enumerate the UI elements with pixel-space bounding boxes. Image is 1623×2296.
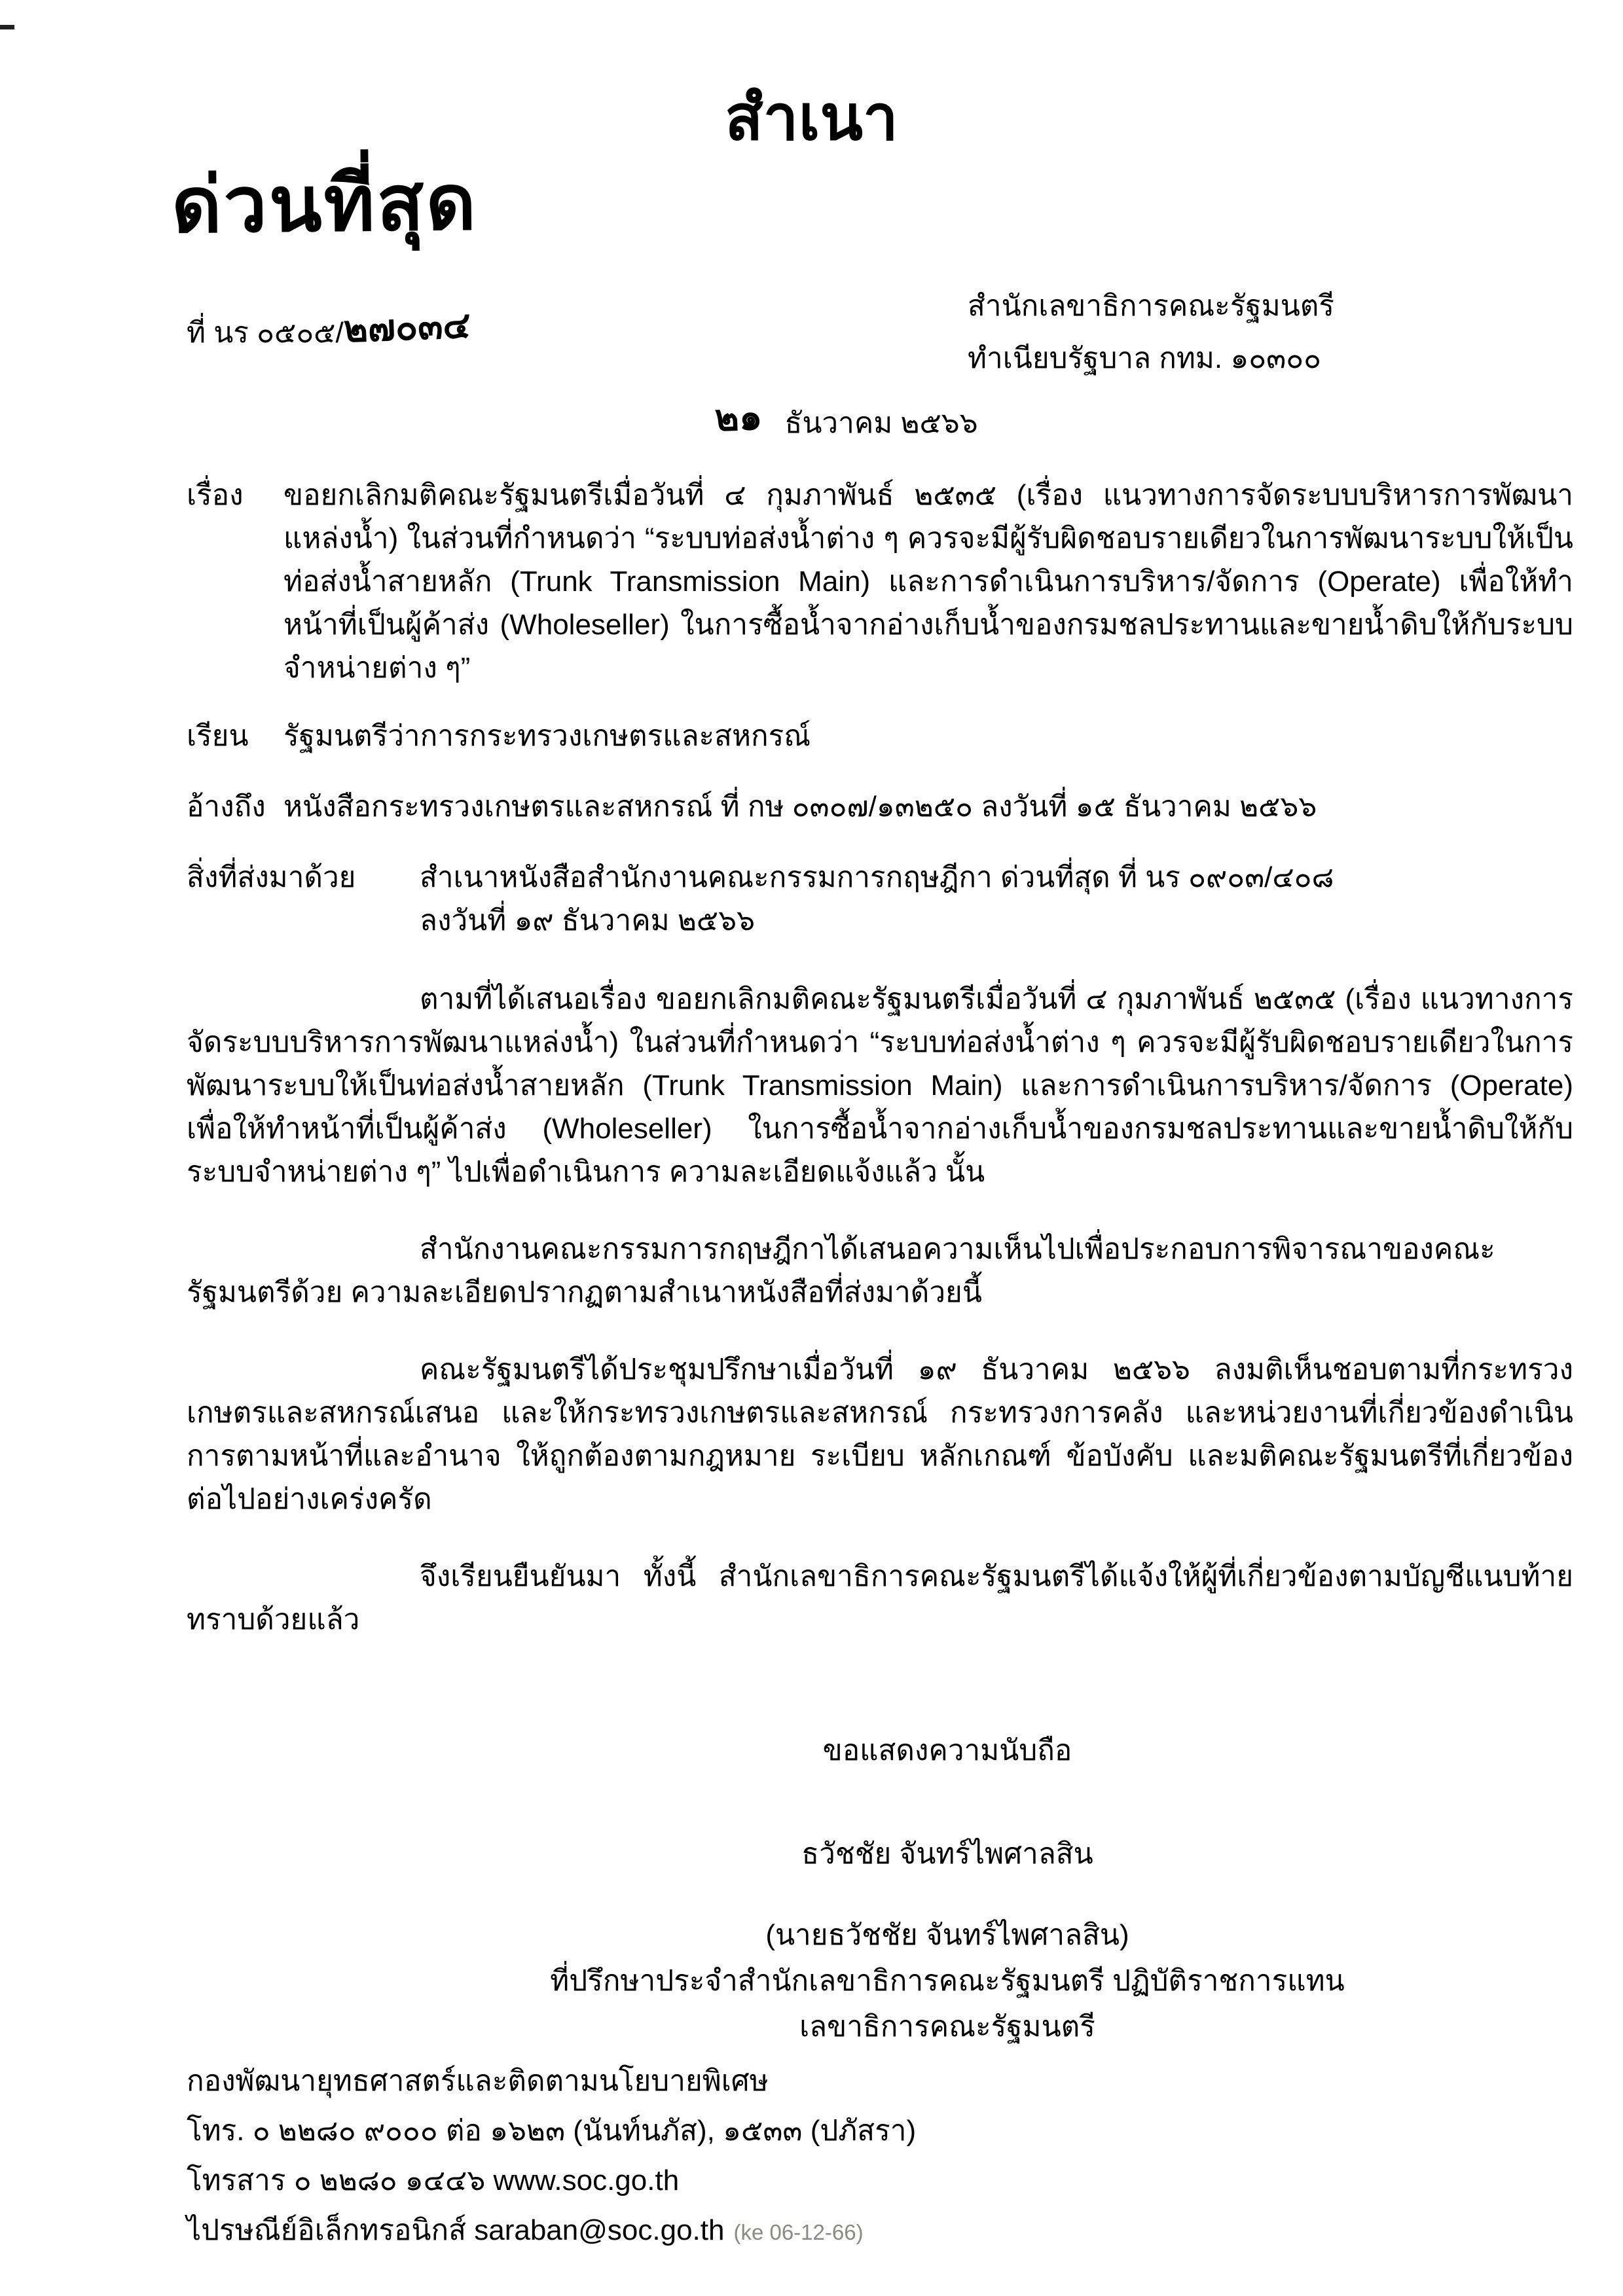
body-paragraph-4: จึงเรียนยืนยันมา ทั้งนี้ สำนักเลขาธิการคณะรัฐมนตรีได้แจ้งให้ผู้ที่เกี่ยวข้องตามบัญชีแนบท้ายทราบด้วยแล้ว bbox=[187, 1560, 1573, 1636]
scan-artifact bbox=[0, 25, 14, 29]
attachment-line-2: ลงวันที่ ๑๙ ธันวาคม ๒๕๖๖ bbox=[420, 905, 756, 937]
reference-row bbox=[187, 785, 1573, 829]
document-number bbox=[187, 302, 471, 357]
attachment-text bbox=[420, 856, 1573, 942]
body-paragraph-3: คณะรัฐมนตรีได้ประชุมปรึกษาเมื่อวันที่ ๑๙ ธันวาคม ๒๕๖๖ ลงมติเห็นชอบตามที่กระทรวงเกษตรและสหกรณ์เสนอ และให้กระทรวงเกษตรและสหกรณ์ กระทรวงการคลัง และหน่วยงานที่เกี่ยวข้องดำเนินการตามหน้าที่และอำนาจ ให้ถูกต้องตามกฎหมาย ระเบียบ หลักเกณฑ์ ข้อบังคับ และมติคณะรัฐมนตรีที่เกี่ยวข้องต่อไปอย่างเคร่งครัด bbox=[187, 1354, 1573, 1515]
signer-title-line1: ที่ปรึกษาประจำสำนักเลขาธิการคณะรัฐมนตรี ปฏิบัติราชการแทน bbox=[550, 1965, 1345, 1997]
document-date-day-handwritten: ๒๑ bbox=[714, 395, 763, 439]
attachment-line-1: สำเนาหนังสือสำนักงานคณะกรรมการกฤษฎีกา ด่วนที่สุด ที่ นร ๐๙๐๓/๔๐๘ bbox=[420, 861, 1334, 893]
addressee-label: เรียน bbox=[187, 720, 249, 752]
addressee-text: รัฐมนตรีว่าการกระทรวงเกษตรและสหกรณ์ bbox=[283, 720, 811, 752]
footer-phone: โทร. ๐ ๒๒๘๐ ๙๐๐๐ ต่อ ๑๖๒๓ (นันท์นภัส), ๑๕๓๓ (ปภัสรา) bbox=[187, 2115, 917, 2147]
reference-label: อ้างถึง bbox=[187, 791, 266, 823]
footer-division: กองพัฒนายุทธศาสตร์และติดตามนโยบายพิเศษ bbox=[187, 2065, 769, 2097]
subject-row bbox=[187, 474, 1573, 690]
attachment-label: สิ่งที่ส่งมาด้วย bbox=[187, 861, 356, 893]
urgency-stamp: ด่วนที่สุด bbox=[171, 159, 479, 249]
signer-title-line2: เลขาธิการคณะรัฐมนตรี bbox=[799, 2011, 1095, 2043]
signer-name: (นายธวัชชัย จันทร์ไพศาลสิน) bbox=[765, 1919, 1129, 1951]
footer-email-line bbox=[187, 2206, 1431, 2257]
body-paragraph-1: ตามที่ได้เสนอเรื่อง ขอยกเลิกมติคณะรัฐมนตรีเมื่อวันที่ ๔ กุมภาพันธ์ ๒๕๓๕ (เรื่อง แนวทางการจัดระบบบริหารการพัฒนาแหล่งน้ำ) ในส่วนที่กำหนดว่า “ระบบท่อส่งน้ำต่าง ๆ ควรจะมีผู้รับผิดชอบรายเดียวในการพัฒนาระบบให้เป็นท่อส่งน้ำสายหลัก (Trunk Transmission Main) และการดำเนินการบริหาร/จัดการ (Operate) เพื่อให้ทำหน้าที่เป็นผู้ค้าส่ง (Wholeseller) ในการซื้อน้ำจากอ่างเก็บน้ำของกรมชลประทานและขายน้ำดิบให้กับระบบจำหน่ายต่าง ๆ” ไปเพื่อดำเนินการ ความละเอียดแจ้งแล้ว นั้น bbox=[187, 983, 1573, 1188]
closing-salutation: ขอแสดงความนับถือ bbox=[822, 1734, 1072, 1767]
sender-org-block bbox=[968, 280, 1334, 385]
closing-block bbox=[512, 1729, 1383, 2049]
addressee-row bbox=[187, 715, 1573, 758]
footer-fax-website: โทรสาร ๐ ๒๒๘๐ ๑๔๔๖ www.soc.go.th bbox=[187, 2164, 680, 2197]
attachment-row bbox=[187, 856, 1573, 942]
subject-text: ขอยกเลิกมติคณะรัฐมนตรีเมื่อวันที่ ๔ กุมภาพันธ์ ๒๕๓๕ (เรื่อง แนวทางการจัดระบบบริหารการพัฒนาแหล่งน้ำ) ในส่วนที่กำหนดว่า “ระบบท่อส่งน้ำต่าง ๆ ควรจะมีผู้รับผิดชอบรายเดียวในการพัฒนาระบบให้เป็นท่อส่งน้ำสายหลัก (Trunk Transmission Main) และการดำเนินการบริหาร/จัดการ (Operate) เพื่อให้ทำหน้าที่เป็นผู้ค้าส่ง (Wholeseller) ในการซื้อน้ำจากอ่างเก็บน้ำของกรมชลประทานและขายน้ำดิบให้กับระบบจำหน่ายต่าง ๆ” bbox=[283, 479, 1573, 684]
sender-org-name: สำนักเลขาธิการคณะรัฐมนตรี bbox=[968, 290, 1334, 322]
document-number-handwritten: ๒๗๐๓๔ bbox=[342, 304, 471, 350]
reference-text: หนังสือกระทรวงเกษตรและสหกรณ์ ที่ กษ ๐๓๐๗/๑๓๒๕๐ ลงวันที่ ๑๕ ธันวาคม ๒๕๖๖ bbox=[283, 791, 1317, 823]
document-number-printed: ที่ นร ๐๕๐๕/ bbox=[187, 317, 344, 349]
signature-name: ธวัชชัย จันทร์ไพศาลสิน bbox=[801, 1838, 1093, 1870]
document-date bbox=[715, 393, 978, 448]
copy-label: สำเนา bbox=[725, 83, 898, 153]
footer-block bbox=[187, 2056, 1431, 2257]
document-date-month-year: ธันวาคม ๒๕๖๖ bbox=[784, 407, 978, 439]
sender-org-address: ทำเนียบรัฐบาล กทม. ๑๐๓๐๐ bbox=[968, 342, 1321, 374]
footer-email: ไปรษณีย์อิเล็กทรอนิกส์ saraban@soc.go.th bbox=[187, 2214, 725, 2246]
letter-content bbox=[187, 474, 1573, 1641]
body-paragraph-2: สำนักงานคณะกรรมการกฤษฎีกาได้เสนอความเห็นไปเพื่อประกอบการพิจารณาของคณะรัฐมนตรีด้วย ความละเอียดปรากฏตามสำเนาหนังสือที่ส่งมาด้วยนี้ bbox=[187, 1233, 1495, 1308]
subject-label: เรื่อง bbox=[187, 479, 244, 511]
footer-email-note: (ke 06-12-66) bbox=[733, 2220, 864, 2244]
